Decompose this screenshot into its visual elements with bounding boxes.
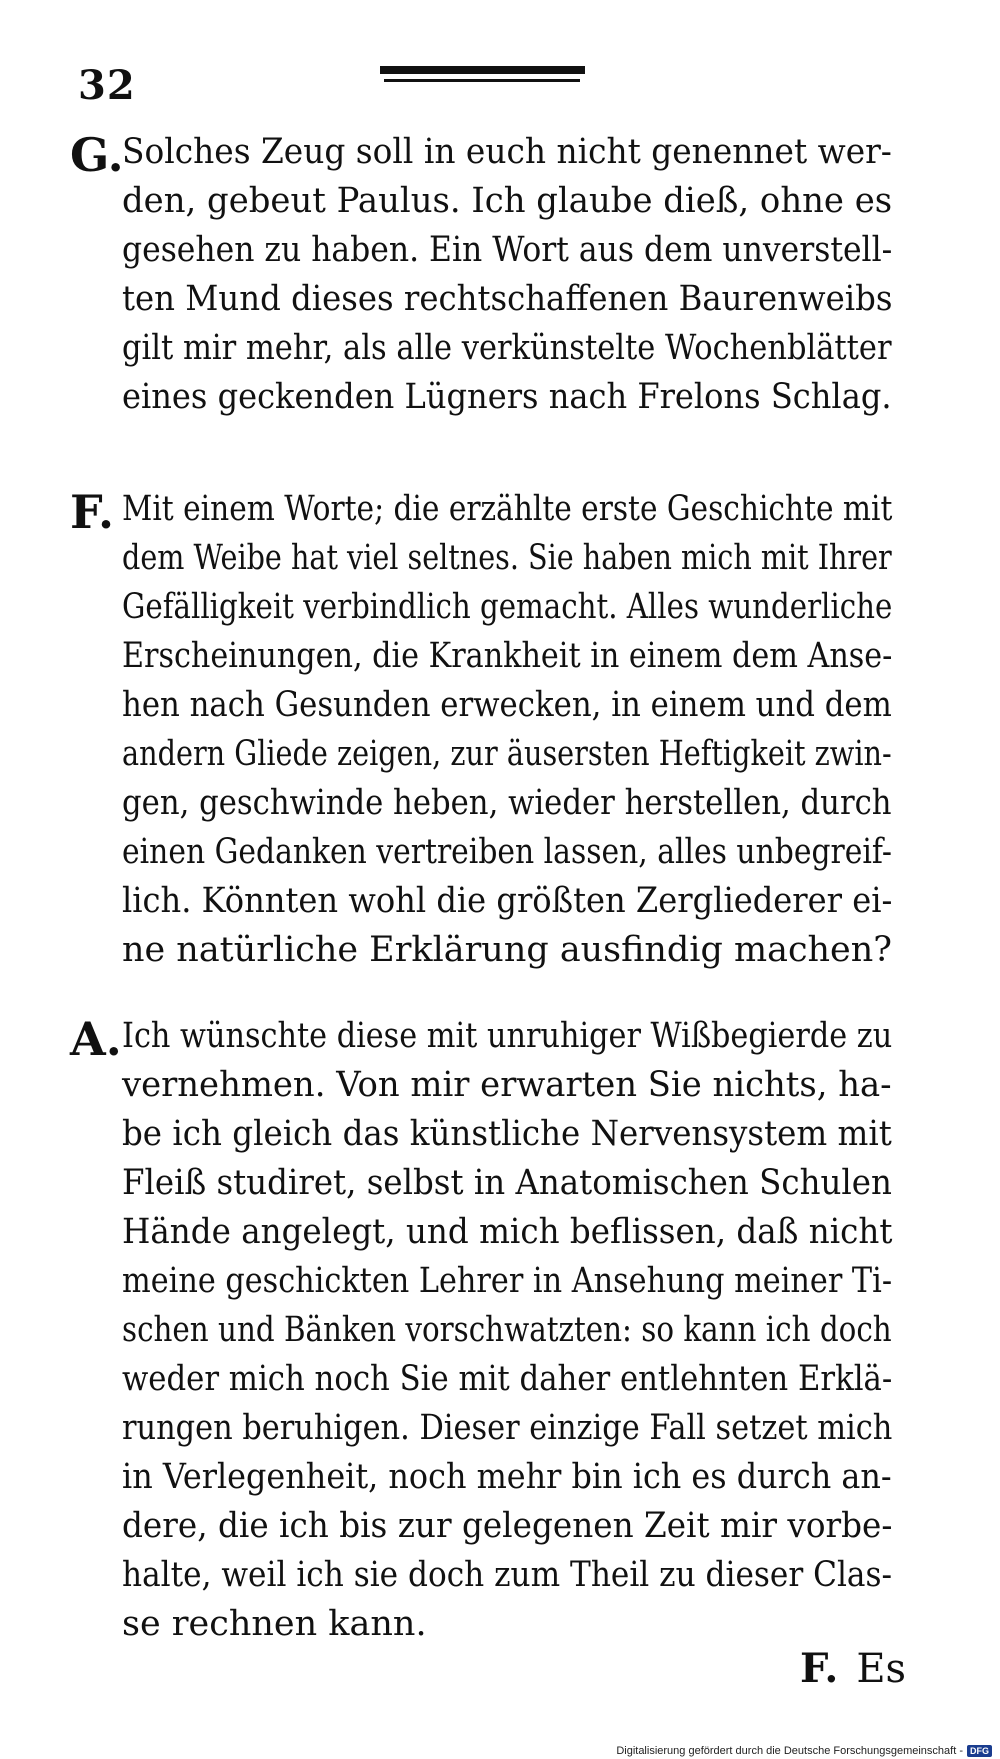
text-line: andern Gliede zeigen, zur äusersten Heftigkeit zwin- xyxy=(122,734,892,774)
dialogue-paragraph-g xyxy=(70,128,920,422)
speaker-label: G. xyxy=(70,128,124,182)
text-line: dere, die ich bis zur gelegenen Zeit mir vorbe- xyxy=(122,1506,893,1546)
footer-text: Digitalisierung gefördert durch die Deutsche Forschungsgemeinschaft - xyxy=(616,1745,963,1757)
text-line: Fleiß studiret, selbst in Anatomischen Schulen xyxy=(122,1163,892,1203)
text-line: eines geckenden Lügners nach Frelons Schlag. xyxy=(122,377,892,417)
text-line: be ich gleich das künstliche Nervensystem mit xyxy=(122,1114,892,1154)
text-line: in Verlegenheit, noch mehr bin ich es durch an- xyxy=(122,1457,892,1497)
header-ornament-rule xyxy=(380,66,585,86)
ornament-thick-bar xyxy=(380,66,585,74)
catchword xyxy=(800,1645,906,1692)
text-line: gilt mir mehr, als alle verkünstelte Wochenblätter xyxy=(122,328,892,368)
digitization-footer xyxy=(616,1745,992,1757)
text-line: Ich wünschte diese mit unruhiger Wißbegierde zu xyxy=(122,1016,893,1056)
text-line: hen nach Gesunden erwecken, in einem und dem xyxy=(122,685,892,725)
text-line: meine geschickten Lehrer in Ansehung meiner Ti- xyxy=(122,1261,893,1301)
dialogue-paragraph-a xyxy=(70,1012,920,1649)
dialogue-paragraph-f xyxy=(70,485,920,975)
speaker-label: A. xyxy=(70,1012,122,1066)
text-line: Hände angelegt, und mich beflissen, daß nicht xyxy=(122,1212,893,1252)
text-line: halte, weil ich sie doch zum Theil zu dieser Clas- xyxy=(122,1555,893,1595)
text-line: lich. Könnten wohl die größten Zergliederer ei- xyxy=(122,881,893,921)
ornament-thin-bar xyxy=(384,79,580,82)
text-line: dem Weibe hat viel seltnes. Sie haben mich mit Ihrer xyxy=(122,538,892,578)
text-line: gesehen zu haben. Ein Wort aus dem unverstell- xyxy=(122,230,893,270)
catchword-word: Es xyxy=(856,1646,907,1692)
text-line: rungen beruhigen. Dieser einzige Fall setzet mich xyxy=(122,1408,893,1448)
text-line: den, gebeut Paulus. Ich glaube dieß, ohne es xyxy=(122,181,893,221)
speaker-label: F. xyxy=(70,485,115,539)
page-number: 32 xyxy=(78,62,136,109)
text-line: vernehmen. Von mir erwarten Sie nichts, ha- xyxy=(122,1065,892,1105)
text-line: ten Mund dieses rechtschaffenen Baurenweibs xyxy=(122,279,893,319)
text-line: einen Gedanken vertreiben lassen, alles unbegreif- xyxy=(122,832,892,872)
text-line: se rechnen kann. xyxy=(122,1604,427,1644)
text-line: Solches Zeug soll in euch nicht genennet wer- xyxy=(122,132,892,172)
text-line: schen und Bänken vorschwatzten: so kann ich doch xyxy=(122,1310,892,1350)
text-line: gen, geschwinde heben, wieder herstellen, durch xyxy=(122,783,892,823)
text-line: weder mich noch Sie mit daher entlehnten Erklä- xyxy=(122,1359,893,1399)
catchword-speaker: F. xyxy=(800,1645,839,1692)
text-line: Gefälligkeit verbindlich gemacht. Alles wunderliche xyxy=(122,587,893,627)
text-line: ne natürliche Erklärung ausfindig machen? xyxy=(122,930,892,970)
text-line: Mit einem Worte; die erzählte erste Geschichte mit xyxy=(122,489,893,529)
dfg-logo: DFG xyxy=(967,1745,992,1757)
text-line: Erscheinungen, die Krankheit in einem dem Anse- xyxy=(122,636,893,676)
